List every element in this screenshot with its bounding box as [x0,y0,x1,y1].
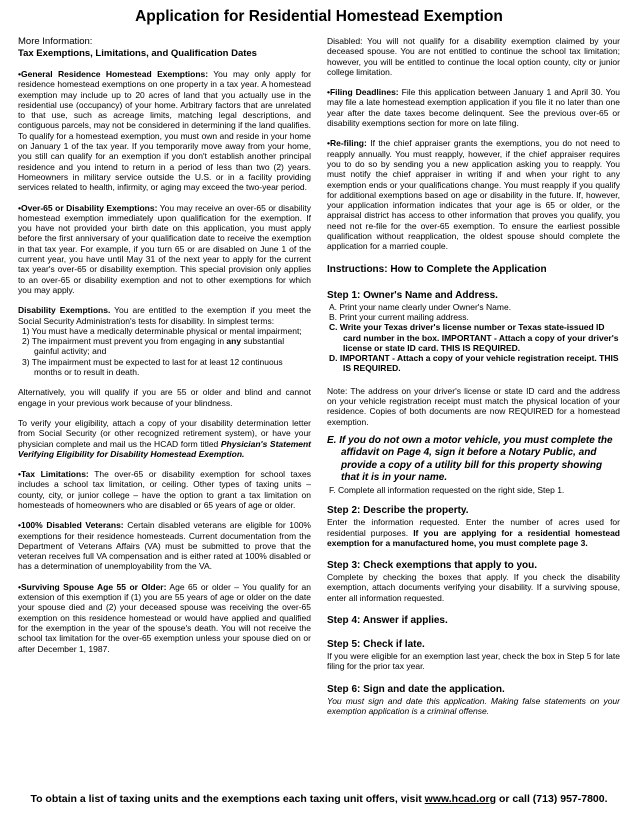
disability-text: You are entitled to the exemption if you meet the Social Security Administration's tests for disability. In simplest terms: [18,305,311,326]
veterans-text: Certain disabled veterans are eligible for 100% exemptions for their residence homesteads. Current documentation from the Department of Veterans Affairs (VA) must be submitted to prove that the veteran receives full VA compensation and is either rated at 100% disabled or has a determination of unemployability from the VA. [18,520,311,572]
over65-paragraph [18,203,311,296]
refiling-paragraph [327,138,620,251]
tax-limitations-paragraph [18,469,311,510]
step1-list [327,302,620,374]
over65-text: You may receive an over-65 or disability homestead exemption immediately upon qualification for the exemption. If you have not provided your birth date on this application, you must apply before the first anniversary of your qualification date to receive the exemption in that tax year. For example, if you turn 65 or are disabled on June 1 of the current year, you have until May 31 of the next year to apply for the current tax year's over-65 or disability exemption. This special provision only applies to an over-65 or disability exemption and not to other exemptions for which you may apply. [18,202,311,295]
step6-text: You must sign and date this application. Making false statements on your exemption application is a criminal offense. [327,695,620,716]
step1-list-f [327,485,620,495]
step3-heading: Step 3: Check exemptions that apply to you. [327,560,538,572]
step1-item-b: B. Print your current mailing address. [329,311,469,322]
step2-bold: If you are applying for a residential homestead exemption for a manufactured home, you must complete page 3. [327,527,621,548]
list-item: 3) The impairment must be expected to last for at least 12 continuous months or to result in death. [22,356,283,378]
refiling-lead: •Re-filing: [327,138,367,149]
instructions-heading: Instructions: How to Complete the Application [327,263,547,275]
step6-block [327,684,620,717]
list-item [18,336,311,357]
filing-text: File this application between January 1 and April 30. You may file a late homestead exemption application if you file it no later than one year after the date taxes become delinquent. See the previous over-65 or disability exemptions section for more on late filing. [327,87,620,129]
left-column [18,36,311,664]
step2-block [327,505,620,548]
tax-limitations-lead: •Tax Limitations: [18,469,89,480]
form-title: Physician's Statement Verifying Eligibility for Disability Homestead Exemption. [18,438,311,459]
disability-paragraph [18,305,311,326]
page-title: Application for Residential Homestead Exemption [135,8,503,25]
list-item-emphasis: any [226,336,242,347]
step2-plain: Enter the information requested. Enter the number of acres used for residential purposes. [327,517,620,538]
step5-heading: Step 5: Check if late. [327,638,425,650]
surviving-text: Age 65 or older – You qualify for an extension of this exemption if (1) you are 55 years of age or older on the date your spouse died and (2) your deceased spouse was receiving the over-65 exemption on this residence homestead or would have applied and qualified for the exemption in the year of the spouse's death. You will not receive the school tax limitation for the over-65 exemption unless your spouse died on or after December 1, 1987. [18,581,311,654]
verify-paragraph [18,418,311,459]
step2-text [327,517,620,548]
disability-criteria-list [18,326,311,377]
general-exemptions-paragraph [18,69,311,193]
veterans-paragraph [18,520,311,571]
step1-item-a: A. Print your name clearly under Owner's Name. [329,301,512,312]
step1-note: Note: The address on your driver's license or state ID card and the address on your vehicle registration receipt must match the physical location of your residence. Copies of both documents are now REQUIRED for a homestead exemption. [327,385,620,427]
tax-limitations-text: The over-65 or disability exemption for school taxes includes a school tax limitation, or ceiling. Other types of taxing units – county, city, or junior college – have the option to grant a tax limitation on homesteads of homeowners who are disabled or 65 years of age or older. [18,469,311,510]
list-item: 1) You must have a medically determinable physical or mental impairment; [22,325,302,336]
over65-lead: •Over-65 or Disability Exemptions: [18,202,158,213]
general-lead: •General Residence Homestead Exemptions: [18,69,209,79]
filing-deadlines-paragraph [327,87,620,128]
website-link[interactable]: www.hcad.org [424,793,497,805]
step2-heading: Step 2: Describe the property. [327,505,469,517]
disability-lead: Disability Exemptions. [18,305,111,316]
step1-item-f: F. Complete all information requested on the right side, Step 1. [329,484,565,495]
general-text: You may only apply for residence homestead exemptions on one property in a tax year. A homestead exemption may include up to 20 acres of land that you actually use in the residential use (occupancy) of your home. Arbitrary factors that are unrelated to that use, such as acreage limits, matching legal descriptions, and contiguous parcels, may not be considered in determining if the land qualifies. To qualify for a homestead exemption, you must own and reside in your home on January 1 of the tax year. If you temporarily move away from your home, you still can qualify for an exemption if you don't establish another principal residence and you intend to return in a period of less than two (2) years. Homeowners in military service outside the U.S. or in a facility providing services related to health, infirmity, or aging may exceed the two-year period. [18,69,311,193]
step4-block [327,615,620,627]
step1-block [327,290,620,374]
footer-line [0,793,638,805]
surviving-spouse-paragraph [18,582,311,654]
refiling-text: If the chief appraiser grants the exemptions, you do not need to reapply annually. You must reapply, however, if the chief appraiser requires you to do so by sending you a new application asking you to reapply. You must notify the chief appraiser in writing if and when your right to any exemption ends or your qualifications change. You must reapply if you qualify for additional exemptions based on age or disability in the future. If, however, your application information indicates that your age is 65 or older, or the appraisal district has access to other information that proves you qualify, you need not re-file for the over-65 exemption. To ensure the earliest possible qualification without reapplication, the oldest spouse should complete the application for a married couple. [327,138,620,252]
veterans-lead: •100% Disabled Veterans: [18,520,124,531]
more-info-label: More Information: [18,36,93,47]
step1-item-d: D. IMPORTANT - Attach a copy of your vehicle registration receipt. THIS IS REQUIRED. [329,353,619,374]
surviving-lead: •Surviving Spouse Age 55 or Older: [18,581,167,592]
list-item-text: substantial gainful activity; and [34,336,285,357]
footer-phone: or call (713) 957-7800. [496,793,608,805]
list-item-text: 2) The impairment must prevent you from engaging in [22,336,227,347]
step5-text: If you were eligible for an exemption last year, check the box in Step 5 for late filing for the prior tax year. [327,650,620,672]
step3-text: Complete by checking the boxes that apply. If you check the disability exemption, attach documents verifying your disability. If a surviving spouse, enter all information requested. [327,572,620,603]
alternatively-paragraph: Alternatively, you will qualify if you are 55 or older and blind and cannot engage in your previous work because of your blindness. [18,387,311,408]
step1-heading: Step 1: Owner's Name and Address. [327,289,498,301]
step4-heading: Step 4: Answer if applies. [327,614,448,626]
disabled-continued-paragraph: Disabled: You will not qualify for a disability exemption claimed by your deceased spouse. You are not entitled to continue the school tax limitation; however, you will be entitled to continue the local option county, city or junior college limitation. [327,36,620,77]
step6-heading: Step 6: Sign and date the application. [327,683,505,695]
step5-block [327,639,620,672]
step1-item-e: E. If you do not own a motor vehicle, you must complete the affidavit on Page 4, sign it before a Notary Public, and provide a copy of a utility bill for this property showing that it is in your name. [327,434,613,484]
footer-text: To obtain a list of taxing units and the exemptions each taxing unit offers, visit [30,793,425,805]
step1-item-c: C. Write your Texas driver's license number or Texas state-issued ID card number in the box. IMPORTANT - Attach a copy of your driver's license or state ID card. THIS IS REQUIRED. [329,322,619,353]
right-column [327,36,620,728]
verify-text: To verify your eligibility, attach a copy of your disability determination letter from Social Security (or other recognized retirement system), or have your physician complete and mail us the HCAD form titled [18,417,311,449]
step3-block [327,560,620,603]
section-heading: Tax Exemptions, Limitations, and Qualification Dates [18,48,257,59]
filing-lead: •Filing Deadlines: [327,87,399,98]
